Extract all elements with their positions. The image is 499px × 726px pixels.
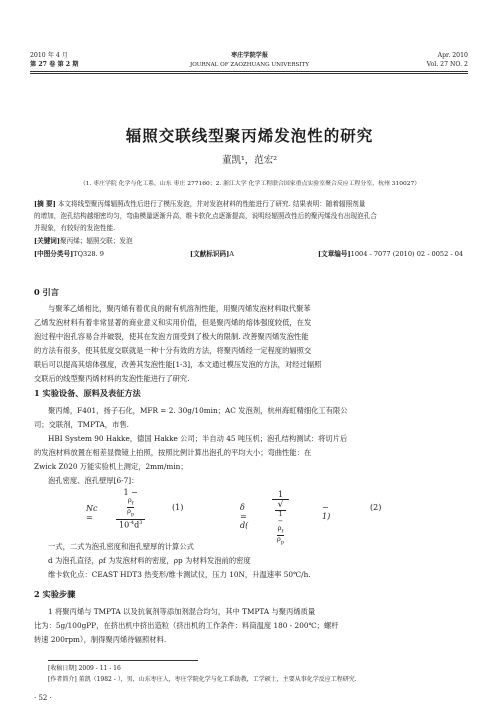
- section1-after-3: 维卡软化点：CEAST HDT3 热变形/维卡测试仪，压力 10N，升温速率 50℃/h.: [48, 570, 311, 579]
- intro-line-1: 与聚苯乙烯相比，聚丙烯有着优良的耐有机溶剂性能，用聚丙烯发泡材料取代聚苯: [48, 304, 311, 313]
- formula-2-number: (2): [370, 503, 382, 512]
- article-affiliations: （1. 枣庄学院 化学与化工系，山东 枣庄 277160；2. 浙江大学 化学工程联合国家重点实验室聚合反应工程分室，杭州 310027）: [79, 181, 421, 187]
- keywords: [34, 236, 466, 248]
- section1-line-6: 泡孔密度、泡孔壁厚[6-7]：: [48, 476, 139, 485]
- intro-heading: 0 引言: [34, 287, 59, 297]
- abstract-line-2: 的增加，泡孔结构越细密均匀，弯曲模量逐渐升高，维卡软化点逐渐提高，说明经辐照改性后的聚丙烯没有出现泡孔合: [34, 212, 377, 220]
- article-number-label: [文章编号]: [318, 250, 351, 258]
- header-date-en: Apr. 2010: [437, 52, 468, 59]
- section1-after-2: d 为泡孔直径，ρf 为发泡材料的密度，ρp 为材料发泡前的密度: [48, 556, 251, 565]
- intro-line-2: 乙烯发泡材料有着非常显著的商业意义和实用价值，但是聚丙烯的熔体强度较低，在发: [34, 318, 312, 327]
- section1-line-4: 的发泡材料放置在相差显微镜上拍照，按照比例计算出泡孔的平均大小；弯曲性能：在: [34, 448, 312, 457]
- article-number: [318, 249, 463, 261]
- article-number-value: 1004 - 7077 (2010) 02 - 0052 - 04: [350, 250, 464, 258]
- page-number: · 52 ·: [34, 694, 52, 702]
- doc-code-label: [文献标识码]: [190, 250, 230, 258]
- abstract-text-1: 本文将线型聚丙烯辐照改性后进行了模压发泡，并对发泡材料的性能进行了研究. 结果表明：随着辐照剂量: [57, 200, 366, 208]
- header-journal-cn: 枣庄学院学报: [230, 52, 269, 59]
- intro-line-4: 的方法有很多，使其低度交联就是一种十分有效的方法，将聚丙烯经一定程度的辐照交: [34, 346, 312, 355]
- keywords-text: 聚丙烯；辐照交联；发泡: [60, 237, 133, 245]
- section2-line-1: 1 将聚丙烯与 TMPTA 以及抗氧剂等添加剂混合均匀，其中 TMPTA 与聚丙烯质量: [48, 607, 316, 616]
- section1-line-3: HBI System 90 Hakke，德国 Hakke 公司；半自动 45 吨压机；泡孔结构测试：将切片后: [48, 434, 348, 443]
- intro-line-5: 联后可以提高其熔体强度，改善其发泡性能[1-3]，本文通过模压发泡的方法，对经过辐照: [34, 360, 322, 369]
- section2-line-2: 比为：5g/100gPP，在挤出机中挤出造粒（挤出机的工作条件：料筒温度 180 - 200℃；螺杆: [34, 621, 339, 630]
- header-volume-en: Vol. 27 NO. 2: [426, 61, 468, 68]
- formula-1-number: (1): [172, 503, 184, 512]
- doc-code-value: A: [229, 250, 234, 258]
- header-rule: [30, 71, 468, 72]
- header-volume: 第 27 卷 第 2 期: [30, 61, 79, 68]
- doc-code: [190, 249, 234, 261]
- article-title: 辐照交联线型聚丙烯发泡性的研究: [125, 126, 374, 145]
- header-rule-thin: [30, 73, 468, 74]
- header-date: 2010 年 4 月: [30, 52, 68, 59]
- keywords-label: [关键词]: [34, 237, 61, 245]
- section2-line-3: 转速 200rpm），制得聚丙烯待辐照材料.: [34, 635, 167, 644]
- section1-line-1: 聚丙烯，F401，扬子石化，MFR = 2. 30g/10min；AC 发泡剂，杭州海虹精细化工有限公: [48, 406, 348, 415]
- abstract-line-3: 并现象，有较好的发泡性能.: [34, 224, 116, 232]
- section1-after-1: 一式，二式为泡孔密度和泡孔壁厚的计算公式: [48, 542, 194, 551]
- clc-value: TQ328. 9: [73, 250, 104, 258]
- section1-line-5: Zwick Z020 万能实验机上测定，2mm/min；: [34, 462, 188, 471]
- section1-heading: 1 实验设备、原料及表征方法: [34, 388, 141, 398]
- footnote-rule: [48, 660, 198, 661]
- intro-line-6: 交联后的线型聚丙烯材料的发泡性能进行了研究.: [34, 374, 190, 383]
- article-authors: 董凯¹，范宏²: [221, 155, 278, 166]
- abstract-label: [摘 要]: [34, 200, 56, 208]
- footnote-author-bio: [作者简介] 董凯（1982 - ），男，山东枣庄人，枣庄学院化学与化工系助教，工学硕士，主要从事化学反应工程研究.: [48, 676, 357, 683]
- section2-heading: 2 实验步骤: [34, 589, 76, 599]
- clc-number: [34, 249, 104, 261]
- header-journal-en: JOURNAL OF ZAOZHUANG UNIVERSITY: [189, 62, 310, 68]
- section1-line-2: 司；交联剂，TMPTA，市售.: [34, 420, 129, 429]
- footnote-received: [收稿日期] 2009 - 11 - 16: [48, 665, 121, 672]
- intro-line-3: 泡过程中泡孔容易合并破裂，使其在发泡方面受到了极大的限制. 改善聚丙烯发泡性能: [34, 332, 309, 341]
- clc-label: [中图分类号]: [34, 250, 74, 258]
- abstract-line-1: [34, 199, 466, 211]
